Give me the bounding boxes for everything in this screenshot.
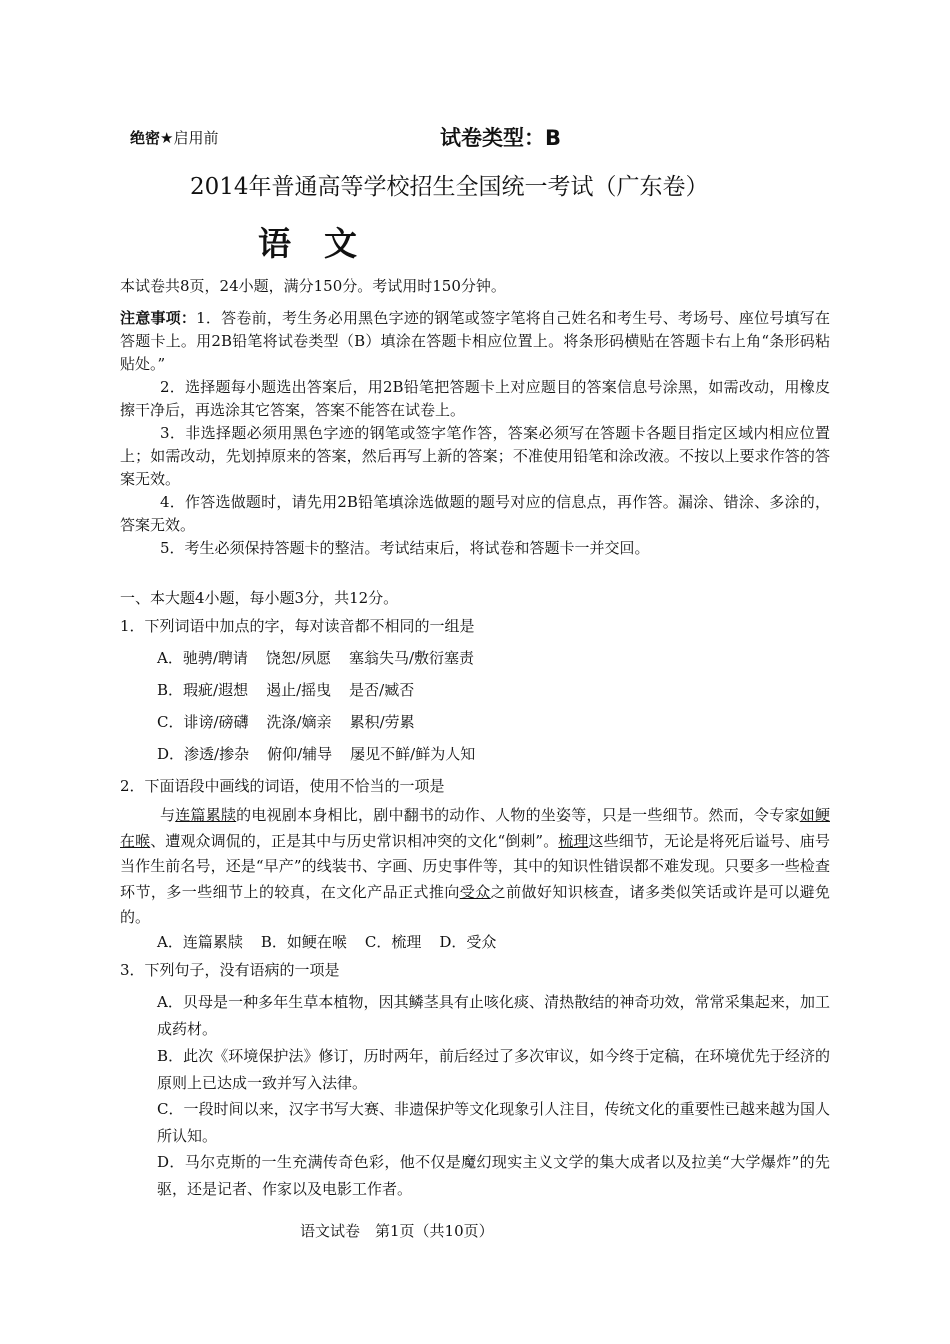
note-item: 4．作答选做题时，请先用2B铅笔填涂选做题的题号对应的信息点，再作答。漏涂、错涂、多涂的，答案无效。	[120, 493, 830, 534]
exam-title: 2014年普通高等学校招生全国统一考试（广东卷）	[190, 174, 709, 200]
q1-option-b: B．瑕疵/遐想 遏止/摇曳 是否/臧否	[157, 681, 415, 699]
question-2-stem: 2．下面语段中画线的词语，使用不恰当的一项是	[120, 777, 445, 795]
notes	[120, 307, 830, 376]
q3-option-a: A．贝母是一种多年生草本植物，因其鳞茎具有止咳化痰、清热散结的神奇功效，常常采集起来，加工成药材。	[157, 993, 830, 1038]
underlined-term: 连篇累牍	[175, 806, 237, 824]
q1-option-a: A．驰骋/聘请 饶恕/夙愿 塞翁失马/敷衍塞责	[157, 649, 475, 667]
question-3-stem: 3．下列句子，没有语病的一项是	[120, 961, 340, 979]
question-1-stem: 1．下列词语中加点的字，每对读音都不相同的一组是	[120, 617, 475, 635]
page-footer: 语文试卷 第1页（共10页）	[300, 1222, 494, 1240]
q3-option-b: B．此次《环境保护法》修订，历时两年，前后经过了多次审议，如今终于定稿，在环境优先于经济的原则上已达成一致并写入法律。	[157, 1047, 830, 1092]
secret-rest: 启用前	[173, 129, 219, 147]
underlined-term: 梳理	[558, 831, 589, 850]
question-2-passage: 与连篇累牍的电视剧本身相比，剧中翻书的动作、人物的坐姿等，只是一些细节。然而，令专家如鲠在喉、遭观众调侃的，正是其中与历史常识相冲突的文化“倒刺”。梳理这些细节，无论是将死后谥号、庙号当作生前名号，还是“早产”的线装书、字画、历史事件等，其中的知识性错误都不难发现。只要多一些检查环节，多一些细节上的较真，在文化产品正式推向受众之前做好知识核查，诸多类似笑话或许是可以避免的。	[120, 806, 830, 926]
subject-title: 语 文	[258, 224, 357, 263]
note-item: 5．考生必须保持答题卡的整洁。考试结束后，将试卷和答题卡一并交回。	[160, 539, 650, 557]
notes-label: 注意事项：	[120, 309, 197, 327]
secret-bold: 绝密★	[130, 129, 174, 147]
q1-option-c: C．诽谤/磅礴 洗涤/嫡亲 累积/劳累	[157, 713, 415, 731]
secret-label	[130, 127, 218, 148]
note-item: 1．答卷前，考生务必用黑色字迹的钢笔或签字笔将自己姓名和考生号、考场号、座位号填写在答题卡上。用2B铅笔将试卷类型（B）填涂在答题卡相应位置上。将条形码横贴在答题卡右上角“条形码粘贴处。”	[120, 309, 830, 373]
q3-option-c: C．一段时间以来，汉字书写大赛、非遗保护等文化现象引人注目，传统文化的重要性已越来越为国人所认知。	[157, 1100, 830, 1145]
section-heading: 一、本大题4小题，每小题3分，共12分。	[120, 589, 399, 607]
q2-options: A．连篇累牍 B．如鲠在喉 C．梳理 D．受众	[157, 933, 497, 951]
q3-option-d: D．马尔克斯的一生充满传奇色彩，他不仅是魔幻现实主义文学的集大成者以及拉美“大学爆炸”的先驱，还是记者、作家以及电影工作者。	[157, 1153, 830, 1198]
note-item: 3．非选择题必须用黑色字迹的钢笔或签字笔作答，答案必须写在答题卡各题目指定区域内相应位置上；如需改动，先划掉原来的答案，然后再写上新的答案；不准使用铅笔和涂改液。不按以上要求作答的答案无效。	[120, 424, 830, 488]
underlined-term: 受众	[459, 882, 491, 901]
intro: 本试卷共8页，24小题，满分150分。考试用时150分钟。	[120, 277, 506, 295]
q1-option-d: D．渗透/掺杂 俯仰/辅导 屡见不鲜/鲜为人知	[157, 745, 476, 763]
underlined-term: 如鲠在喉	[120, 806, 830, 850]
paper-type: 试卷类型：B	[440, 126, 562, 150]
note-item: 2．选择题每小题选出答案后，用2B铅笔把答题卡上对应题目的答案信息号涂黑，如需改动，用橡皮擦干净后，再选涂其它答案，答案不能答在试卷上。	[120, 378, 830, 419]
